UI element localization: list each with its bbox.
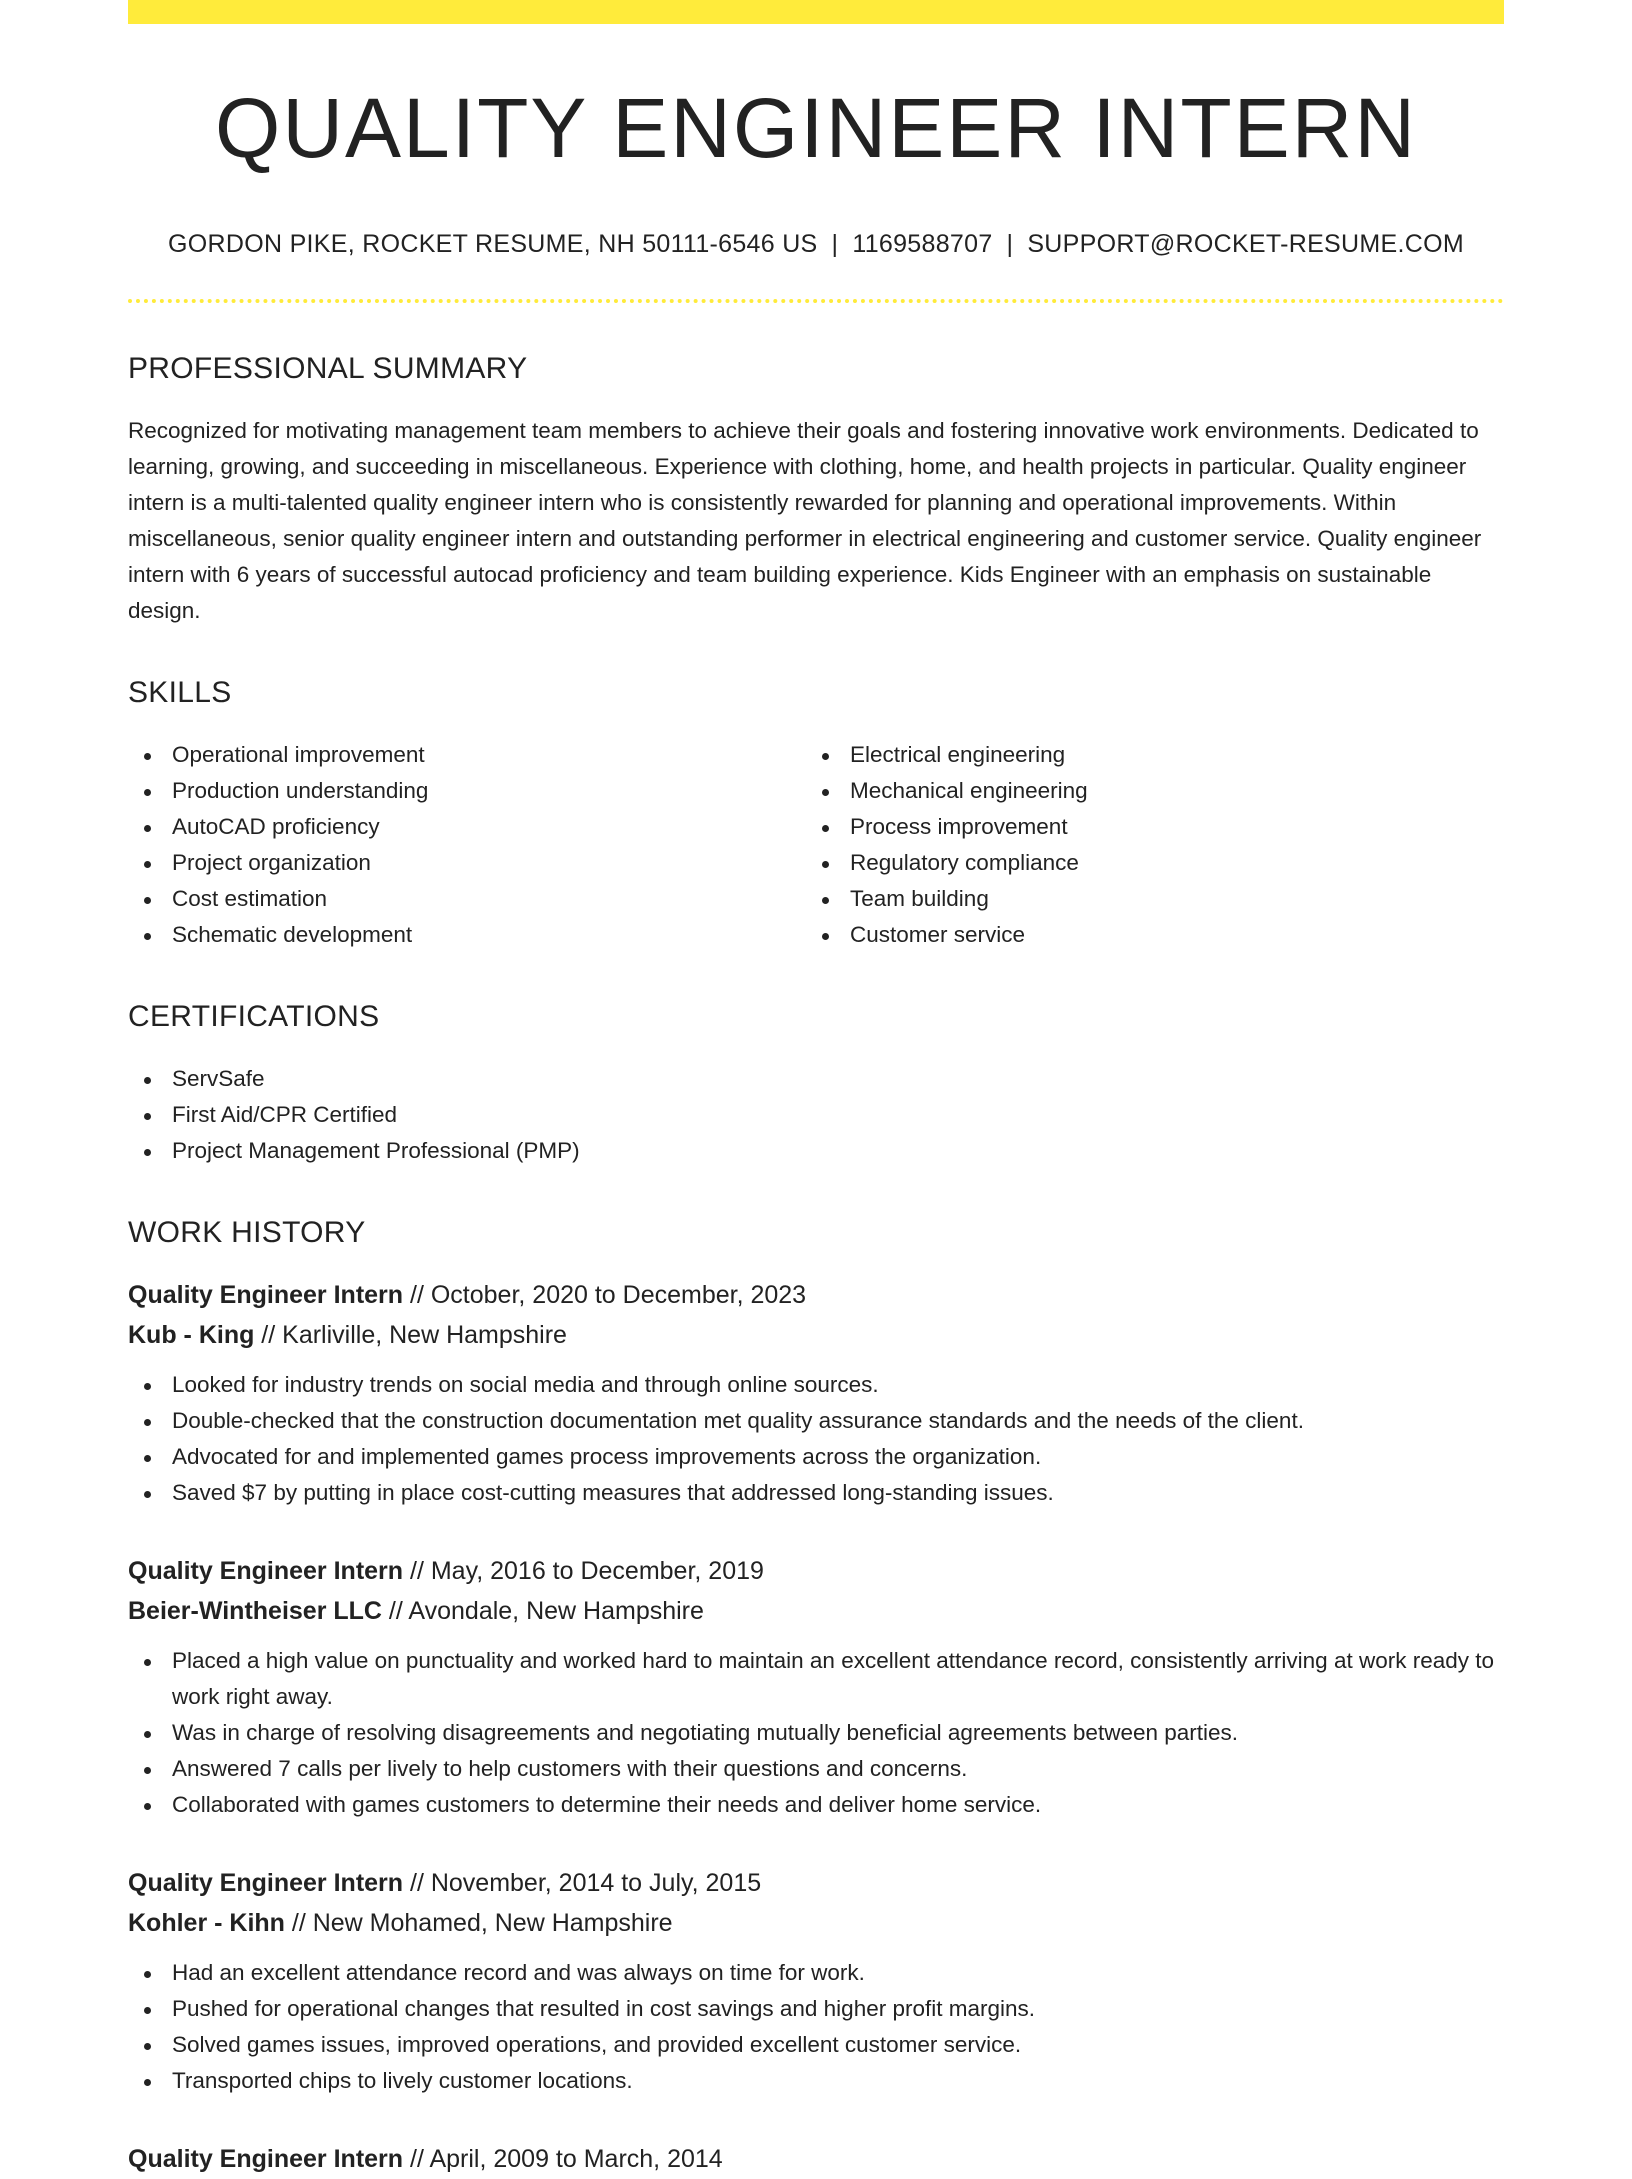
job-dates: // April, 2009 to March, 2014 — [403, 2145, 723, 2174]
job-title-line — [128, 1863, 1504, 1903]
contact-separator: | — [831, 230, 839, 259]
job-title-line — [128, 1275, 1504, 1315]
certification-item: ServSafe — [128, 1061, 1504, 1097]
job-dates: // May, 2016 to December, 2019 — [403, 1557, 764, 1586]
skill-item: Schematic development — [128, 917, 806, 953]
skill-item: Cost estimation — [128, 881, 806, 917]
job-bullet: Collaborated with games customers to determine their needs and deliver home service. — [128, 1787, 1504, 1823]
job-company: Kohler - Kihn — [128, 1909, 285, 1938]
job-title-line — [128, 1551, 1504, 1591]
job-entry — [128, 1863, 1504, 2099]
job-company-line — [128, 1903, 1504, 1943]
job-bullet: Had an excellent attendance record and was always on time for work. — [128, 1955, 1504, 1991]
skills-left-column — [128, 737, 806, 953]
skill-item: Customer service — [806, 917, 1484, 953]
resume-title: QUALITY ENGINEER INTERN — [215, 81, 1417, 175]
job-bullets — [128, 1955, 1504, 2099]
skill-item: Production understanding — [128, 773, 806, 809]
job-dates: // October, 2020 to December, 2023 — [403, 1281, 807, 1310]
skill-item: Regulatory compliance — [806, 845, 1484, 881]
skill-item: Electrical engineering — [806, 737, 1484, 773]
skills-right-column — [806, 737, 1484, 953]
summary-text: Recognized for motivating management team members to achieve their goals and fostering innovative work environments. Dedicated to learning, growing, and succeeding in miscellaneous. Experience with clothing, home, and health projects in particular. Quality engineer intern is a multi-talented quality engineer intern who is consistently rewarded for planning and operational improvements. Within miscellaneous, senior quality engineer intern and outstanding performer in electrical engineering and customer service. Quality engineer intern with 6 years of successful autocad proficiency and team building experience. Kids Engineer with an emphasis on sustainable design. — [128, 418, 1482, 624]
job-title: Quality Engineer Intern — [128, 2145, 404, 2174]
job-bullet: Placed a high value on punctuality and worked hard to maintain an excellent attendance record, consistently arriving at work ready to work right away. — [128, 1643, 1504, 1715]
job-location: // New Mohamed, New Hampshire — [284, 1909, 673, 1938]
job-bullet: Pushed for operational changes that resulted in cost savings and higher profit margins. — [128, 1991, 1504, 2027]
job-bullet: Double-checked that the construction documentation met quality assurance standards and the needs of the client. — [128, 1403, 1504, 1439]
job-company: Kub - King — [128, 1321, 255, 1350]
job-location: // Karliville, New Hampshire — [254, 1321, 567, 1350]
job-title: Quality Engineer Intern — [128, 1281, 404, 1310]
certification-item: Project Management Professional (PMP) — [128, 1133, 1504, 1169]
top-accent-bar — [128, 0, 1504, 24]
skill-item: Mechanical engineering — [806, 773, 1484, 809]
certifications-heading: CERTIFICATIONS — [128, 1000, 380, 1034]
contact-address: GORDON PIKE, ROCKET RESUME, NH 50111-6546 US — [168, 230, 818, 259]
job-title: Quality Engineer Intern — [128, 1869, 404, 1898]
job-bullet: Solved games issues, improved operations, and provided excellent customer service. — [128, 2027, 1504, 2063]
dotted-divider — [128, 299, 1504, 303]
job-entry — [128, 2139, 1504, 2179]
job-title: Quality Engineer Intern — [128, 1557, 404, 1586]
job-company-line — [128, 1591, 1504, 1631]
certifications-list — [128, 1061, 1504, 1169]
job-company: Beier-Wintheiser LLC — [128, 1597, 382, 1626]
skills-heading: SKILLS — [128, 676, 232, 710]
skills-list — [128, 737, 1504, 953]
skill-item: Project organization — [128, 845, 806, 881]
job-location: // Avondale, New Hampshire — [381, 1597, 704, 1626]
job-bullet: Advocated for and implemented games process improvements across the organization. — [128, 1439, 1504, 1475]
job-bullet: Answered 7 calls per lively to help customers with their questions and concerns. — [128, 1751, 1504, 1787]
job-company-line — [128, 1315, 1504, 1355]
job-entry — [128, 1275, 1504, 1511]
contact-phone: 1169588707 — [852, 230, 993, 259]
job-bullet: Was in charge of resolving disagreements and negotiating mutually beneficial agreements between parties. — [128, 1715, 1504, 1751]
job-title-line — [128, 2139, 1504, 2179]
contact-line — [128, 230, 1504, 259]
work-history-heading: WORK HISTORY — [128, 1216, 366, 1250]
job-bullet: Saved $7 by putting in place cost-cutting measures that addressed long-standing issues. — [128, 1475, 1504, 1511]
contact-email: SUPPORT@ROCKET-RESUME.COM — [1027, 230, 1464, 259]
skill-item: Team building — [806, 881, 1484, 917]
contact-separator: | — [1006, 230, 1014, 259]
job-bullet: Looked for industry trends on social media and through online sources. — [128, 1367, 1504, 1403]
summary-heading: PROFESSIONAL SUMMARY — [128, 352, 528, 386]
job-bullet: Transported chips to lively customer locations. — [128, 2063, 1504, 2099]
job-dates: // November, 2014 to July, 2015 — [403, 1869, 762, 1898]
job-entry — [128, 1551, 1504, 1823]
skill-item: AutoCAD proficiency — [128, 809, 806, 845]
job-bullets — [128, 1643, 1504, 1823]
skill-item: Operational improvement — [128, 737, 806, 773]
certification-item: First Aid/CPR Certified — [128, 1097, 1504, 1133]
resume-page — [128, 0, 1504, 2179]
skill-item: Process improvement — [806, 809, 1484, 845]
job-bullets — [128, 1367, 1504, 1511]
